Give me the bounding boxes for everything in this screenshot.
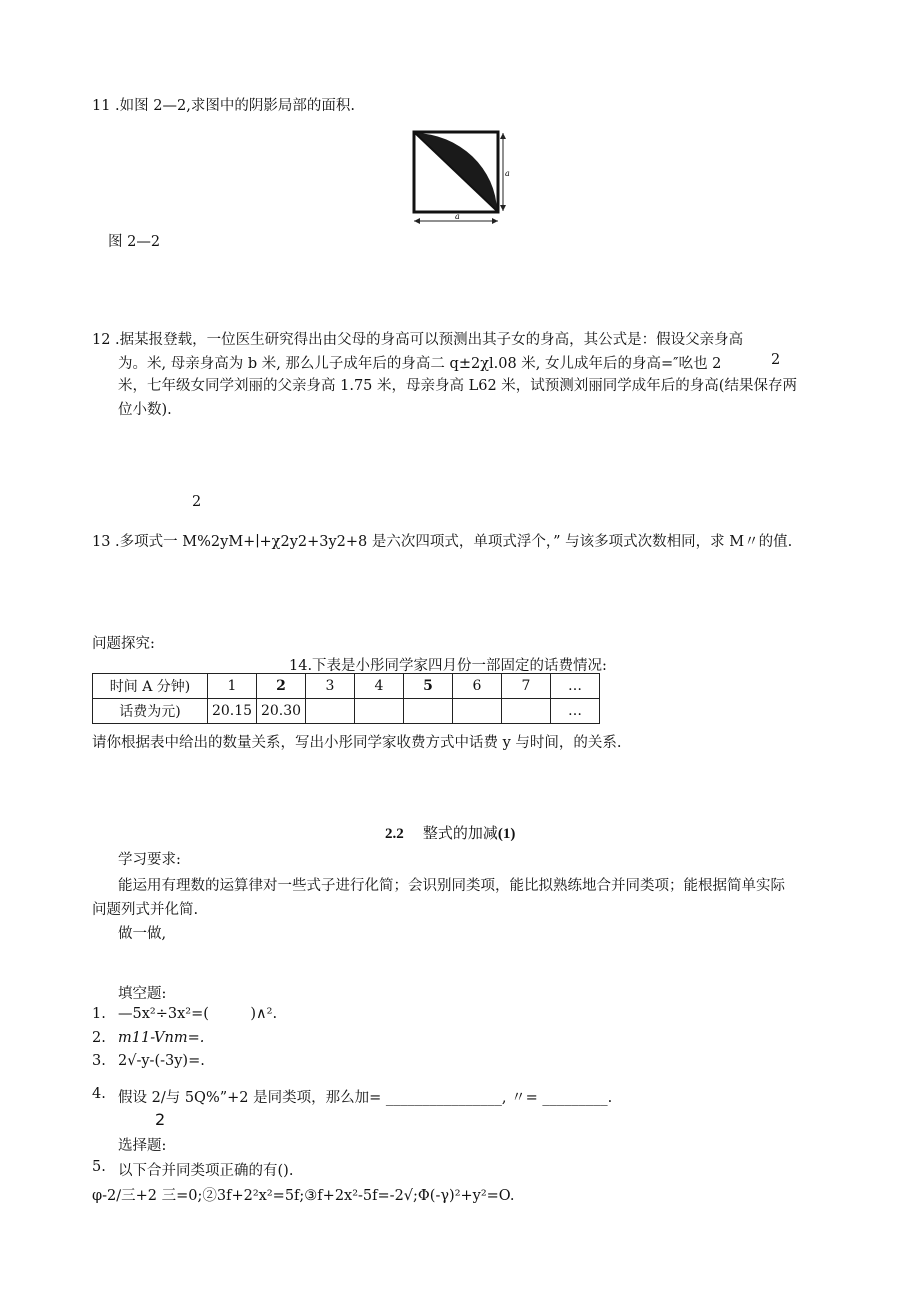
- question-12-line2: 为。米, 母亲身高为 b 米, 那么儿子成年后的身高二 q±2χl.08 米, 女儿成年后的身高=″吆也 2: [118, 356, 722, 372]
- table-cell: 5: [404, 674, 453, 699]
- table-cell: 1: [208, 674, 257, 699]
- table-cell: 3: [306, 674, 355, 699]
- choice-item-5-text: 以下合并同类项正确的有().: [118, 1163, 294, 1179]
- question-14-ask: 请你根据表中给出的数量关系，写出小彤同学家收费方式中话费 y 与时间，的关系.: [92, 735, 622, 751]
- fig-bottom-label: a: [455, 212, 460, 221]
- question-13-text: 13 .多项式一 M%2yM+∣+χ2y2+3y2+8 是六次四项式，单项式浮个，” 与该多项式次数相同，求 M〃的值.: [92, 534, 793, 550]
- try-it-label: 做一做,: [118, 926, 167, 942]
- figure-caption: 图 2—2: [108, 234, 161, 250]
- question-12-line4: 位小数).: [118, 402, 172, 418]
- section-title: [385, 822, 515, 843]
- fill-item-1-num: 1.: [92, 1006, 106, 1022]
- fill-item-2-num: 2.: [92, 1030, 106, 1046]
- phone-fee-table: [92, 673, 600, 724]
- question-11-text: 11 .如图 2—2,求图中的阴影局部的面积.: [92, 98, 355, 114]
- table-cell: [502, 699, 551, 724]
- requirements-heading: 学习要求:: [118, 852, 181, 868]
- section-suffix: (1): [497, 826, 516, 842]
- table-cell: [306, 699, 355, 724]
- fill-item-4-num: 4.: [92, 1086, 106, 1102]
- figure-2-2: [410, 128, 512, 232]
- table-cell: …: [551, 699, 600, 724]
- table-cell: 7: [502, 674, 551, 699]
- fill-item-3-num: 3.: [92, 1053, 106, 1069]
- question-12-line2-tail: 2: [771, 352, 781, 368]
- fill-item-2-text: m11-Vnm=.: [118, 1030, 205, 1046]
- superscript-two: 2: [155, 1110, 166, 1129]
- table-cell: …: [551, 674, 600, 699]
- requirements-line1: 能运用有理数的运算律对一些式子进行化简；会识别同类项，能比拟熟练地合并同类项；能根据简单实际: [118, 878, 785, 894]
- question-12-line1: 12 .据某报登载，一位医生研究得出由父母的身高可以预测出其子女的身高，其公式是：假设父亲身高: [92, 332, 744, 348]
- requirements-line2: 问题列式并化简.: [92, 902, 199, 918]
- fill-item-1-text: —5x²÷3x²=( )∧².: [118, 1006, 278, 1022]
- choice-heading: 选择题:: [118, 1138, 167, 1154]
- question-13-superscript: 2: [192, 494, 202, 510]
- table-cell: 20.15: [208, 699, 257, 724]
- table-row: [93, 674, 600, 699]
- table-row: [93, 699, 600, 724]
- section-number: 2.2: [385, 826, 404, 842]
- shaded-area-figure: [410, 128, 512, 232]
- fig-side-label: a: [505, 169, 510, 178]
- table-cell: [355, 699, 404, 724]
- choice-item-5-options: φ-2∕三+2 三=0;②3f+2²x²=5f;③f+2x²-5f=-2√;Φ(-γ)²+y²=O.: [92, 1188, 515, 1204]
- table-header-time: 时间 A 分钟): [93, 674, 208, 699]
- table-cell: [404, 699, 453, 724]
- table-cell: 20.30: [257, 699, 306, 724]
- table-header-fee: 话费为元): [93, 699, 208, 724]
- table-cell: [453, 699, 502, 724]
- table-cell: 2: [257, 674, 306, 699]
- fill-item-4-text: 假设 2/与 5Q%”+2 是同类项，那么加= ________________, 〃= _________.: [118, 1090, 613, 1106]
- question-12-line3: 米，七年级女同学刘丽的父亲身高 1.75 米，母亲身高 L62 米，试预测刘丽同学成年后的身高(结果保存两: [118, 378, 797, 394]
- question-14-intro: 14.下表是小彤同学家四月份一部固定的话费情况:: [289, 658, 607, 674]
- table-cell: 6: [453, 674, 502, 699]
- choice-item-5-num: 5.: [92, 1159, 106, 1175]
- explore-heading: 问题探究:: [92, 636, 155, 652]
- fill-in-heading: 填空题:: [118, 986, 167, 1002]
- table-cell: 4: [355, 674, 404, 699]
- section-title-text: 整式的加减: [422, 824, 498, 842]
- fill-item-3-text: 2√-y-(-3y)=.: [118, 1053, 205, 1069]
